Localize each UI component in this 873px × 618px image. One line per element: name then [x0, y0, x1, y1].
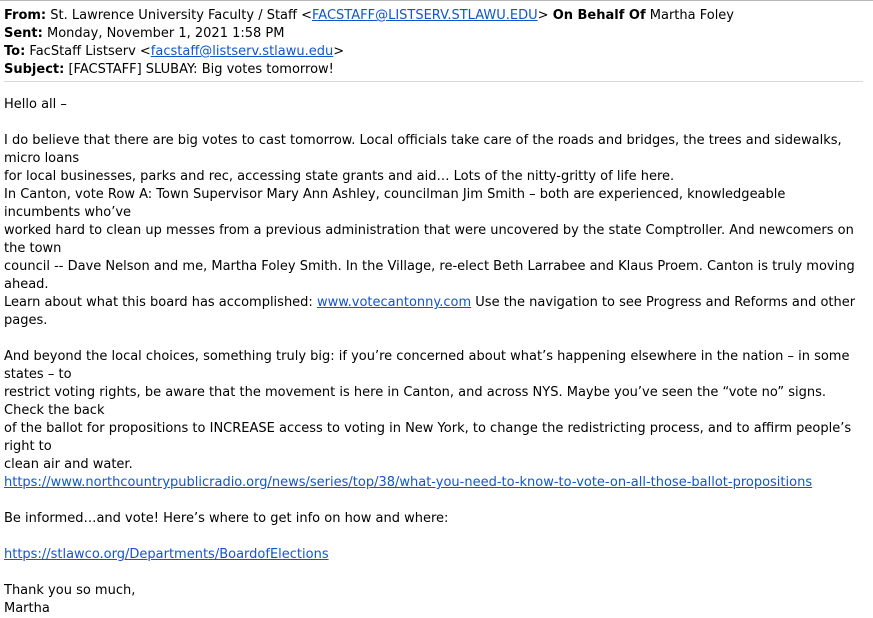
subject-line	[4, 61, 863, 79]
to-email-link[interactable]: facstaff@listserv.stlawu.edu	[150, 44, 334, 59]
paragraph-line: for local businesses, parks and rec, accessing state grants and aid… Lots of the nitty-gritty of life here.	[4, 169, 675, 184]
to-close: >	[333, 44, 345, 59]
greeting: Hello all –	[4, 97, 67, 112]
from-email-link[interactable]: FACSTAFF@LISTSERV.STLAWU.EDU	[312, 8, 538, 23]
from-line	[4, 7, 863, 25]
paragraph-line: And beyond the local choices, something truly big: if you’re concerned about what’s happening elsewhere in the nation – in some states – to	[4, 349, 850, 382]
behalf-name: Martha Foley	[649, 8, 734, 23]
paragraph-line: restrict voting rights, be aware that the movement is here in Canton, and across NYS. Maybe you’ve seen the “vote no” signs. Check the back	[4, 385, 826, 418]
to-name: FacStaff Listserv <	[29, 44, 151, 59]
navigation-text: Use the navigation to see Progress and Reforms and other pages.	[4, 295, 856, 328]
behalf-label: On Behalf Of	[552, 8, 646, 23]
subject-value: [FACSTAFF] SLUBAY: Big votes tomorrow!	[68, 62, 334, 77]
spacer	[4, 564, 863, 582]
learn-text: Learn about what this board has accomplished:	[4, 295, 317, 310]
signature: Martha	[4, 601, 50, 616]
closing: Thank you so much,	[4, 583, 136, 598]
spacer	[4, 528, 863, 546]
from-label: From:	[4, 8, 47, 23]
from-name: St. Lawrence University Faculty / Staff <	[50, 8, 313, 23]
email-body	[4, 96, 863, 618]
sent-value: Monday, November 1, 2021 1:58 PM	[47, 26, 285, 41]
paragraph-line: Be informed…and vote! Here’s where to get info on how and where:	[4, 511, 449, 526]
paragraph-line: In Canton, vote Row A: Town Supervisor Mary Ann Ashley, councilman Jim Smith – both are experienced, knowledgeable incumbents who’ve	[4, 187, 786, 220]
paragraph-line: I do believe that there are big votes to cast tomorrow. Local officials take care of the roads and bridges, the trees and sidewalks, micro loans	[4, 133, 842, 166]
paragraph-line	[4, 474, 863, 492]
paragraph-line: worked hard to clean up messes from a previous administration that were uncovered by the state Comptroller. And newcomers on the town	[4, 223, 854, 256]
paragraph-line	[4, 294, 863, 330]
email-header	[4, 7, 863, 82]
board-of-elections-link[interactable]: https://stlawco.org/Departments/BoardofElections	[4, 547, 329, 562]
from-close: >	[537, 8, 549, 23]
paragraph-line: council -- Dave Nelson and me, Martha Foley Smith. In the Village, re-elect Beth Larrabee and Klaus Proem. Canton is truly moving ahead.	[4, 259, 855, 292]
paragraph-line: of the ballot for propositions to INCREASE access to voting in New York, to change the redistricting process, and to affirm people’s right to	[4, 421, 852, 454]
spacer	[4, 330, 863, 348]
paragraph-line	[4, 546, 863, 564]
ncpr-link[interactable]: https://www.northcountrypublicradio.org/news/series/top/38/what-you-need-to-know-to-vote-on-all-those-ballot-propositions	[4, 475, 813, 490]
sent-label: Sent:	[4, 26, 43, 41]
spacer	[4, 492, 863, 510]
to-label: To:	[4, 44, 26, 59]
to-line	[4, 43, 863, 61]
subject-label: Subject:	[4, 62, 65, 77]
spacer	[4, 114, 863, 132]
votecanton-link[interactable]: www.votecantonny.com	[316, 295, 472, 310]
top-divider	[0, 0, 873, 1]
paragraph-line: clean air and water.	[4, 457, 133, 472]
sent-line	[4, 25, 863, 43]
